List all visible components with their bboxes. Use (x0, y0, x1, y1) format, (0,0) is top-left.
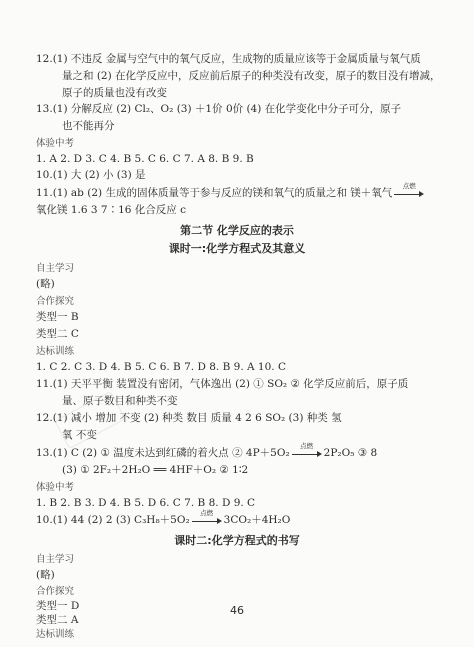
lesson-title-2: 课时二:化学方程式的书写 (174, 534, 300, 547)
practice-choice-answers-1: 1. C 2. C 3. D 4. B 5. C 6. B 7. D 8. B 9. A 10. C (36, 361, 286, 373)
reaction-arrow-icon (292, 442, 322, 458)
explore-type-2-answer: 类型二 C (36, 328, 79, 340)
section-label-practice-1: 达标训练 (36, 346, 75, 357)
exam-choice-answers-2: 1. B 2. B 3. D 4. B 5. D 6. C 7. B 8. D 9. C (36, 497, 256, 509)
answer-12-line-1: 12.(1) 不违反 金属与空气中的氧气反应，生成物的质量应该等于金属质量与氧气质 (36, 53, 421, 65)
section-label-exam-2: 体验中考 (36, 482, 75, 493)
exam-answer-10-b (36, 509, 444, 527)
section-label-self-study-1: 自主学习 (36, 263, 75, 274)
practice-answer-13-line-2: (3) ① 2F₂＋2H₂O ══ 4HF＋O₂ ② 1∶2 (62, 464, 249, 476)
answer-12-line-2: 量之和 (2) 在化学反应中，反应前后原子的种类没有改变，原子的数目没有增减， (62, 70, 441, 82)
practice-answer-13-product: 2P₂O₅ ③ 8 (323, 447, 378, 459)
answer-13-line-1: 13.(1) 分解反应 (2) Cl₂、O₂ (3) ＋1价 0价 (4) 在化学变化中分子可分，原子 (36, 103, 402, 115)
lesson-title-1: 课时一:化学方程式及其意义 (168, 242, 306, 255)
self-study-answer-2: (略) (36, 569, 55, 581)
explore2-type-2-answer: 类型二 A (36, 614, 79, 626)
reaction-condition: 点燃 (300, 442, 314, 450)
practice-answer-11-line-2: 量、原子数目和种类不变 (62, 395, 178, 407)
exam-answer-10-b-text: 10.(1) 44 (2) 2 (3) C₃H₈＋5O₂ (36, 514, 190, 526)
section-title: 第二节 化学反应的表示 (180, 224, 294, 237)
reaction-condition: 点燃 (200, 509, 214, 517)
section-label-explore-1: 合作探究 (36, 296, 75, 307)
self-study-answer-1: (略) (36, 278, 55, 290)
exam-answer-10: 10.(1) 大 (2) 小 (3) 是 (36, 169, 146, 181)
section-label-self-study-2: 自主学习 (36, 554, 75, 565)
exam-answer-11-text: 11.(1) ab (2) 生成的固体质量等于参与反应的镁和氧气的质量之和 镁＋氧气 (36, 187, 393, 199)
reaction-arrow-icon (192, 509, 222, 525)
section-label-practice-2: 达标训练 (36, 629, 75, 640)
practice-answer-13-line-1 (36, 442, 444, 460)
answer-13-line-2: 也不能再分 (62, 120, 115, 132)
reaction-condition: 点燃 (402, 182, 416, 190)
reaction-arrow-icon (394, 182, 424, 198)
practice-answer-13-text: 13.(1) C (2) ① 温度未达到红磷的着火点 ② 4P＋5O₂ (36, 447, 290, 459)
practice-answer-12-line-2: 氧 不变 (62, 429, 97, 441)
explore-type-1-answer: 类型一 B (36, 311, 79, 323)
practice-answer-11-line-1: 11.(1) 天平平衡 装置没有密闭，气体逸出 (2) ① SO₂ ② 化学反应前后，原子质 (36, 378, 409, 390)
explore2-type-1-answer: 类型一 D (36, 600, 80, 612)
exam-answer-11-line-1 (36, 182, 444, 200)
section-label-exam-1: 体验中考 (36, 138, 75, 149)
page-number: 46 (230, 604, 244, 617)
practice-answer-12-line-1: 12.(1) 减小 增加 不变 (2) 种类 数目 质量 4 2 6 SO₂ (3) 种类 氢 (36, 412, 342, 424)
exam-answer-11-line-2: 氧化镁 1.6 3 7∶16 化合反应 c (36, 204, 186, 216)
section-label-explore-2: 合作探究 (36, 586, 75, 597)
answer-12-line-3: 原子的质量也没有改变 (62, 87, 167, 99)
exam-choice-answers-1: 1. A 2. D 3. C 4. B 5. C 6. C 7. A 8. B 9. B (36, 153, 254, 165)
exam-answer-10-b-product: 3CO₂＋4H₂O (223, 514, 291, 526)
